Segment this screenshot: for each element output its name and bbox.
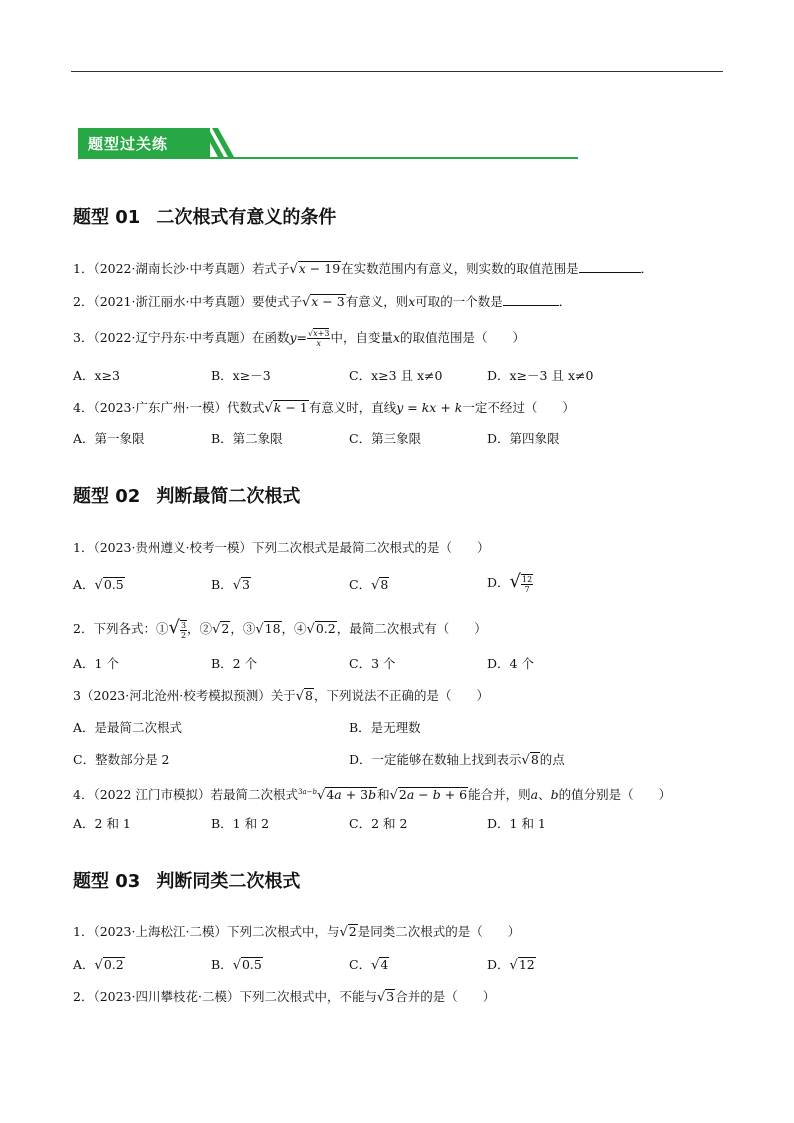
q-text: 1．（2022·湖南长沙·中考真题）若式子 bbox=[73, 261, 290, 276]
sqrt-expr: √k − 1 bbox=[264, 400, 308, 416]
q-text: 中，自变量 bbox=[330, 330, 393, 345]
banner-box bbox=[78, 128, 210, 157]
section-num: 题型 02 bbox=[73, 486, 141, 507]
option-b[interactable]: B．2 个 bbox=[211, 656, 258, 671]
q-text: 2．（2021·浙江丽水·中考真题）要使式子 bbox=[73, 294, 302, 309]
option-d[interactable]: D．第四象限 bbox=[487, 431, 560, 446]
option-c[interactable]: C．√8 bbox=[349, 577, 389, 593]
q-text: 4．（2023·广东广州·一模）代数式 bbox=[73, 400, 265, 415]
q-text: ． bbox=[640, 261, 654, 276]
sqrt-expr: √x − 3 bbox=[301, 294, 345, 310]
option-d[interactable]: D．√12 bbox=[487, 957, 535, 973]
q-text: 能合并，则 bbox=[468, 787, 531, 803]
opt-label: A． bbox=[73, 577, 95, 592]
q-text: 的取值范围是（ ） bbox=[400, 330, 526, 345]
question-1-4 bbox=[73, 399, 575, 418]
function-expr: y= $\frac{√x+3}{x}$ bbox=[289, 329, 330, 348]
option-d[interactable]: D．x≥－3 且 x≠0 bbox=[487, 368, 594, 383]
option-a[interactable]: A．√0.5 bbox=[73, 577, 124, 593]
option-d[interactable]: D．1 和 1 bbox=[487, 816, 546, 831]
q-text: 的值分别是（ ） bbox=[558, 787, 672, 803]
banner-title: 题型过关练 bbox=[88, 135, 169, 153]
opt-label: A． bbox=[73, 957, 95, 972]
header-rule bbox=[71, 71, 723, 72]
q-text: 可取的一个数是 bbox=[415, 294, 503, 309]
section-title-03 bbox=[73, 867, 300, 893]
option-b[interactable]: B．第二象限 bbox=[211, 431, 283, 446]
option-a[interactable]: A．2 和 1 bbox=[73, 816, 131, 831]
q-text: ，下列说法不正确的是（ ） bbox=[313, 688, 489, 703]
opt-label: D． bbox=[487, 957, 510, 972]
section-banner bbox=[78, 128, 578, 161]
opt-label: D．一定能够在数轴上找到表示 bbox=[349, 752, 522, 767]
option-a[interactable]: A．√0.2 bbox=[73, 957, 124, 973]
q-text: 一定不经过（ ） bbox=[462, 400, 575, 415]
radical-expr-1: $^{3a-b}$√4a + 3b bbox=[298, 787, 377, 804]
q-text: 合并的是（ ） bbox=[395, 989, 496, 1004]
q-text: 有意义，则 bbox=[345, 294, 409, 309]
question-2-4: 4．（2022 江门市模拟）若最简二次根式$^{3a-b}$√4a + 3b和√2a − b + 6能合并，则a、b的值分别是（ ） bbox=[73, 787, 672, 804]
question-1-3: 3．（2022·辽宁丹东·中考真题）在函数y= $\frac{√x+3}{x}$ 中，自变量x的取值范围是（ ） bbox=[73, 329, 526, 348]
opt-label: B． bbox=[211, 577, 233, 592]
option-c[interactable]: C．整数部分是 2 bbox=[73, 752, 170, 767]
question-1-1 bbox=[73, 260, 653, 279]
q-text: ，最简二次根式有（ ） bbox=[336, 621, 487, 636]
q-text: 3（2023·河北沧州·校考模拟预测）关于 bbox=[73, 688, 296, 703]
q-text: 3．（2022·辽宁丹东·中考真题）在函数 bbox=[73, 330, 290, 345]
radical-expr-2: √2a − b + 6 bbox=[389, 787, 468, 804]
section-title-01 bbox=[73, 203, 336, 229]
q-text: 2．（2023·四川攀枝花·二模）下列二次根式中，不能与 bbox=[73, 989, 377, 1004]
question-2-3: 3（2023·河北沧州·校考模拟预测）关于√8，下列说法不正确的是（ ） bbox=[73, 688, 489, 704]
answer-blank[interactable] bbox=[503, 305, 559, 306]
opt-label: B． bbox=[211, 957, 233, 972]
option-c[interactable]: C．3 个 bbox=[349, 656, 396, 671]
option-a[interactable]: A．x≥3 bbox=[73, 368, 121, 383]
question-3-1: 1．（2023·上海松江·二模）下列二次根式中，与√2是同类二次根式的是（ ） bbox=[73, 924, 521, 940]
section-name: 判断最简二次根式 bbox=[156, 486, 301, 507]
section-title-02 bbox=[73, 482, 300, 508]
option-d[interactable]: D．一定能够在数轴上找到表示√8的点 bbox=[349, 752, 565, 768]
question-2-2: 2．下列各式：①√ $\frac{3}{2}$ ，②√2，③√18，④√0.2，最简二次根式有（ ） bbox=[73, 617, 487, 640]
option-a[interactable]: A．是最简二次根式 bbox=[73, 720, 183, 735]
q-text: 是同类二次根式的是（ ） bbox=[357, 924, 521, 939]
banner-underline bbox=[78, 157, 578, 159]
q-text: 有意义时，直线 bbox=[308, 400, 397, 415]
opt-label: 的点 bbox=[539, 752, 565, 767]
question-1-2: 2．（2021·浙江丽水·中考真题）要使式子√x − 3有意义，则x可取的一个数是 ． bbox=[73, 294, 572, 310]
option-b[interactable]: B．x≥－3 bbox=[211, 368, 271, 383]
option-c[interactable]: C．第三象限 bbox=[349, 431, 422, 446]
answer-blank[interactable] bbox=[579, 272, 641, 273]
option-d[interactable]: D．√ $\frac{12}{7}$ bbox=[487, 571, 533, 594]
sqrt-expr: √x − 19 bbox=[289, 261, 341, 277]
q-text: 2．下列各式：① bbox=[73, 621, 169, 636]
question-3-2: 2．（2023·四川攀枝花·二模）下列二次根式中，不能与√3合并的是（ ） bbox=[73, 989, 496, 1005]
option-c[interactable]: C．√4 bbox=[349, 957, 389, 973]
section-name: 二次根式有意义的条件 bbox=[156, 207, 337, 228]
q-text: 1．（2023·上海松江·二模）下列二次根式中，与 bbox=[73, 924, 340, 939]
section-num: 题型 03 bbox=[73, 871, 141, 892]
option-d[interactable]: D．4 个 bbox=[487, 656, 534, 671]
opt-label: C． bbox=[349, 957, 372, 972]
option-a[interactable]: A．1 个 bbox=[73, 656, 119, 671]
line-expr: y = kx + k bbox=[396, 400, 463, 415]
option-c[interactable]: C．x≥3 且 x≠0 bbox=[349, 368, 443, 383]
q-text: 4．（2022 江门市模拟）若最简二次根式 bbox=[73, 787, 298, 803]
opt-label: C． bbox=[349, 577, 372, 592]
question-2-1: 1．（2023·贵州遵义·校考一模）下列二次根式是最简二次根式的是（ ） bbox=[73, 540, 490, 555]
q-text: ． bbox=[558, 294, 572, 309]
section-name: 判断同类二次根式 bbox=[156, 871, 301, 892]
option-c[interactable]: C．2 和 2 bbox=[349, 816, 408, 831]
section-num: 题型 01 bbox=[73, 207, 141, 228]
option-b[interactable]: B．√0.5 bbox=[211, 957, 262, 973]
q-text: 在实数范围内有意义，则实数的取值范围是 bbox=[341, 261, 579, 276]
q-text: 和 bbox=[377, 787, 390, 803]
banner-stripes-icon bbox=[202, 128, 242, 158]
option-b[interactable]: B．1 和 2 bbox=[211, 816, 270, 831]
option-a[interactable]: A．第一象限 bbox=[73, 431, 145, 446]
option-b[interactable]: B．√3 bbox=[211, 577, 250, 593]
option-b[interactable]: B．是无理数 bbox=[349, 720, 421, 735]
opt-label: D． bbox=[487, 575, 510, 590]
